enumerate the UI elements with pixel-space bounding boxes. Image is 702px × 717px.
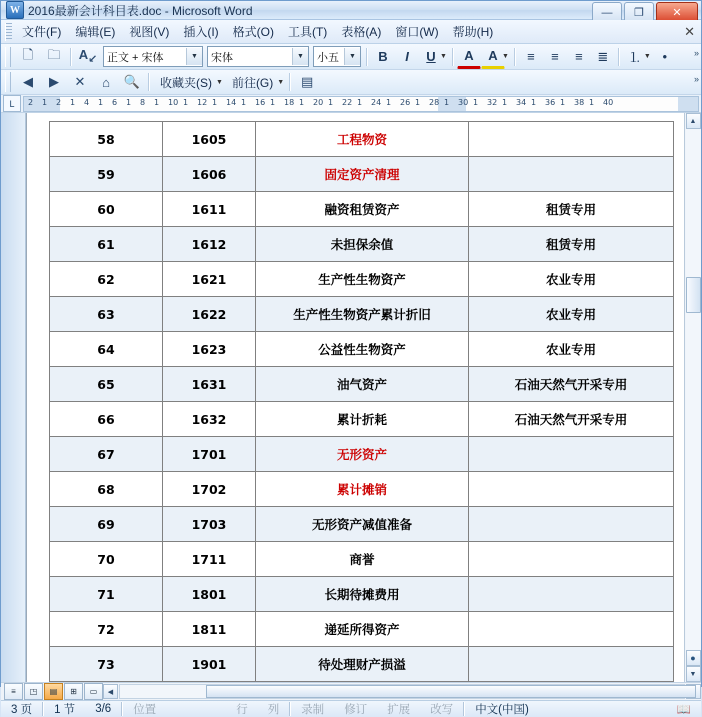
underline-button[interactable]: U [426,49,436,64]
menu-item-window[interactable]: 窗口(W) [395,25,439,39]
status-page-of: 3/6 [95,703,112,715]
table-cell[interactable]: 66 [50,402,163,437]
address-bar-icon[interactable]: ▤ [301,74,314,89]
ruler-mark: 1 [386,97,392,107]
highlight-button[interactable]: A [481,44,505,69]
table-cell[interactable] [469,577,674,612]
table-cell[interactable]: 58 [50,122,163,157]
ruler-mark: 28 [429,97,440,107]
table-cell[interactable]: 递延所得资产 [256,612,469,647]
ruler-mark: 4 [84,97,90,107]
close-document-button[interactable]: ✕ [684,24,695,39]
table-cell[interactable]: 未担保余值 [256,227,469,262]
status-column: 列 [267,704,280,716]
toolbar-separator [452,48,454,66]
menu-item-file[interactable]: 文件(F) [22,25,62,39]
table-cell[interactable] [469,647,674,682]
ruler-mark: 8 [140,97,146,107]
ruler-strip[interactable] [23,96,699,112]
ruler-mark: 1 [473,97,479,107]
ruler-mark: 1 [183,97,189,107]
underline-dropdown-icon[interactable]: ▼ [440,53,447,60]
ruler-mark: 32 [487,97,498,107]
table-cell[interactable]: 1621 [163,262,256,297]
font-size-combo-value: 小五 [317,51,339,64]
menu-bar [1,20,701,44]
formatting-toolbar [1,44,701,70]
style-combo[interactable] [103,46,203,67]
ruler-mark: 6 [112,97,118,107]
table-row[interactable] [50,472,674,507]
table-cell[interactable]: 工程物资 [256,122,469,157]
back-icon[interactable]: ◀ [23,74,33,89]
table-cell[interactable]: 68 [50,472,163,507]
go-dropdown-icon[interactable]: ▼ [277,78,285,86]
table-cell[interactable]: 60 [50,192,163,227]
stop-icon[interactable]: ✕ [74,74,86,89]
table-row[interactable] [50,402,674,437]
font-color-button[interactable]: A [457,44,481,69]
ruler-mark: 1 [560,97,566,107]
left-margin-gutter [1,113,26,682]
ruler-mark: 1 [70,97,76,107]
title-bar [1,1,701,20]
table-cell[interactable]: 1702 [163,472,256,507]
menu-item-edit[interactable]: 编辑(E) [75,25,116,39]
outline-view-button[interactable]: ⊞ [64,683,83,700]
align-center-button[interactable]: ≡ [551,49,559,64]
ruler-mark: 10 [168,97,179,107]
status-extend-button[interactable]: 扩展 [387,704,411,716]
ruler-mark: 1 [328,97,334,107]
favorites-button[interactable]: 收藏夹(S) [160,75,212,90]
ruler-mark: 1 [589,97,595,107]
scroll-left-button[interactable]: ◀ [103,684,118,699]
table-cell[interactable]: 石油天然气开采专用 [469,402,674,437]
table-cell[interactable]: 租赁专用 [469,192,674,227]
table-cell[interactable]: 63 [50,297,163,332]
table-cell[interactable]: 61 [50,227,163,262]
ruler-text-area-right [466,97,678,111]
ruler-mark: 36 [545,97,556,107]
table-cell[interactable]: 待处理财产损溢 [256,647,469,682]
table-row[interactable] [50,647,674,682]
table-cell[interactable]: 融资租赁资产 [256,192,469,227]
home-icon[interactable]: ⌂ [102,74,110,90]
status-page: 3 页 [11,704,33,716]
ruler-mark: 1 [415,97,421,107]
table-cell[interactable]: 67 [50,437,163,472]
ruler-mark: 1 [531,97,537,107]
spell-check-icon[interactable]: 📖 [676,704,691,716]
table-cell[interactable]: 农业专用 [469,297,674,332]
table-cell[interactable]: 公益性生物资产 [256,332,469,367]
style-combo-value: 正文 + 宋体 [107,51,164,64]
table-cell[interactable]: 62 [50,262,163,297]
table-cell[interactable] [469,437,674,472]
ruler-mark: 18 [284,97,295,107]
open-document-icon[interactable]: 🗀 [47,46,61,62]
table-cell[interactable]: 1605 [163,122,256,157]
numbered-list-button[interactable]: ⒈ [628,50,642,65]
ruler-mark: 2 [56,97,62,107]
accounting-subjects-table [49,121,674,682]
table-cell[interactable]: 73 [50,647,163,682]
highlight-dropdown-icon[interactable]: ▼ [501,53,509,60]
ruler-mark: 1 [270,97,276,107]
ruler-mark: 24 [371,97,382,107]
align-right-button[interactable]: ≡ [575,49,583,64]
table-row[interactable] [50,612,674,647]
ruler-mark: 22 [342,97,353,107]
table-row[interactable] [50,437,674,472]
toolbar-grip[interactable] [5,47,11,67]
bulleted-list-button[interactable]: • [662,49,668,64]
toolbar-separator [70,48,72,66]
ruler-mark: 26 [400,97,411,107]
ruler-mark: 1 [42,97,48,107]
numbered-list-dropdown-icon[interactable]: ▼ [643,53,651,60]
ruler-mark: 16 [255,97,266,107]
table-cell[interactable]: 租赁专用 [469,227,674,262]
table-row[interactable] [50,542,674,577]
table-cell[interactable] [469,507,674,542]
table-cell[interactable]: 生产性生物资产 [256,262,469,297]
table-cell[interactable]: 1632 [163,402,256,437]
ruler-mark: 2 [28,97,34,107]
align-justify-button[interactable]: ≣ [597,48,609,64]
table-row[interactable] [50,577,674,612]
table-cell[interactable]: 石油天然气开采专用 [469,367,674,402]
horizontal-ruler[interactable] [1,95,701,113]
font-combo-value: 宋体 [211,51,233,64]
table-cell[interactable]: 1611 [163,192,256,227]
ruler-mark: 40 [603,97,614,107]
table-cell[interactable]: 1622 [163,297,256,332]
table-cell[interactable]: 累计折耗 [256,402,469,437]
ruler-mark: 20 [313,97,324,107]
ruler-mark: 14 [226,97,237,107]
table-cell[interactable]: 固定资产清理 [256,157,469,192]
table-cell[interactable]: 69 [50,507,163,542]
ruler-mark: 1 [502,97,508,107]
ruler-mark: 30 [458,97,469,107]
table-cell[interactable]: 商誉 [256,542,469,577]
table-cell[interactable]: 1612 [163,227,256,262]
print-layout-view-button[interactable]: ▤ [44,683,63,700]
table-cell[interactable] [469,122,674,157]
table-cell[interactable]: 长期待摊费用 [256,577,469,612]
menu-item-table[interactable]: 表格(A) [341,25,382,39]
ruler-mark: 34 [516,97,527,107]
status-language[interactable]: 中文(中国) [475,704,529,716]
italic-button[interactable]: I [405,49,409,64]
favorites-dropdown-icon[interactable]: ▼ [216,78,223,86]
close-button[interactable]: ✕ [656,2,698,23]
vertical-scrollbar[interactable] [684,113,701,682]
horizontal-scroll-track[interactable] [119,684,685,699]
ruler-mark: 1 [212,97,218,107]
table-cell[interactable]: 1701 [163,437,256,472]
menu-item-format[interactable]: 格式(O) [232,25,274,39]
table-cell[interactable]: 1606 [163,157,256,192]
table-cell[interactable]: 1801 [163,577,256,612]
table-row[interactable] [50,122,674,157]
status-bar [1,700,701,717]
ruler-mark: 12 [197,97,208,107]
table-cell[interactable]: 1631 [163,367,256,402]
toolbar-separator [289,73,291,91]
table-cell[interactable]: 无形资产 [256,437,469,472]
table-row[interactable] [50,262,674,297]
horizontal-scroll-bar [1,682,701,700]
ruler-mark: 1 [357,97,363,107]
table-cell[interactable] [469,542,674,577]
toolbar-grip[interactable] [5,72,11,92]
toolbar-overflow-button[interactable]: » [693,74,699,84]
document-area [1,113,701,682]
style-format-icon[interactable]: $A_↙$ [78,47,98,66]
status-track-changes-button[interactable]: 修订 [344,704,368,716]
status-section: 1 节 [54,704,76,716]
table-row[interactable] [50,367,674,402]
chevron-down-icon[interactable]: ▼ [186,48,202,65]
table-cell[interactable]: 累计摊销 [256,472,469,507]
select-browse-object-button[interactable]: ● [686,650,701,666]
minimize-button[interactable]: — [592,2,622,23]
chevron-down-icon[interactable]: ▼ [292,48,308,65]
table-cell[interactable]: 71 [50,577,163,612]
tab-selector-button[interactable]: L [3,95,21,112]
ruler-mark: 1 [444,97,450,107]
reading-view-button[interactable]: ▭ [84,683,103,700]
horizontal-scroll-thumb[interactable] [206,685,696,698]
table-row[interactable] [50,297,674,332]
scroll-down-button[interactable]: ▼ [686,666,701,682]
table-cell[interactable]: 农业专用 [469,262,674,297]
view-buttons [1,683,103,700]
toolbar-separator [618,48,620,66]
forward-icon[interactable]: ▶ [49,74,59,89]
font-size-combo[interactable] [313,46,361,67]
table-row[interactable] [50,227,674,262]
menu-item-view[interactable]: 视图(V) [129,25,170,39]
ruler-mark: 38 [574,97,585,107]
status-position: 位置 [133,704,157,716]
search-icon[interactable]: 🔍 [123,74,141,89]
vertical-scroll-track[interactable] [686,129,701,650]
ruler-mark: 1 [241,97,247,107]
toolbar-separator [514,48,516,66]
go-button[interactable]: 前往(G) [231,75,274,90]
table-row[interactable] [50,507,674,542]
toolbar-separator [366,48,368,66]
table-cell[interactable] [469,612,674,647]
document-page[interactable] [26,113,684,682]
table-cell[interactable]: 72 [50,612,163,647]
menu-grip[interactable] [5,23,12,41]
table-cell[interactable]: 无形资产减值准备 [256,507,469,542]
ruler-mark: 1 [299,97,305,107]
status-line: 行 [236,704,248,716]
ruler-mark: 1 [126,97,132,107]
bold-button[interactable]: B [378,49,388,64]
table-cell[interactable]: 59 [50,157,163,192]
ruler-mark: 1 [98,97,104,107]
font-combo[interactable] [207,46,309,67]
new-document-icon[interactable]: 🗋 [22,46,34,62]
toolbar-overflow-button[interactable]: » [693,48,699,58]
table-cell[interactable]: 1711 [163,542,256,577]
status-overtype-button[interactable]: 改写 [430,704,454,716]
table-cell[interactable] [469,157,674,192]
vertical-scroll-thumb[interactable] [686,277,701,313]
word-document-icon: W [6,1,24,19]
web-toolbar [1,70,701,95]
table-cell[interactable]: 1703 [163,507,256,542]
table-cell[interactable]: 1623 [163,332,256,367]
scroll-up-button[interactable]: ▲ [686,113,701,129]
table-row[interactable] [50,192,674,227]
ruler-mark: 1 [154,97,160,107]
table-row[interactable] [50,157,674,192]
menu-item-tools[interactable]: 工具(T) [287,25,328,39]
chevron-down-icon[interactable]: ▼ [344,48,360,65]
toolbar-separator [148,73,150,91]
table-cell[interactable]: 70 [50,542,163,577]
table-row[interactable] [50,332,674,367]
normal-view-button[interactable]: ≡ [4,683,23,700]
window-title: 2016最新会计科目表.doc - Microsoft Word [28,3,253,18]
align-left-button[interactable]: ≡ [527,49,535,64]
maximize-button[interactable]: ❐ [624,2,654,23]
table-cell[interactable]: 1901 [163,647,256,682]
table-cell[interactable] [469,472,674,507]
table-cell[interactable]: 农业专用 [469,332,674,367]
table-cell[interactable]: 生产性生物资产累计折旧 [256,297,469,332]
table-cell[interactable]: 油气资产 [256,367,469,402]
menu-item-insert[interactable]: 插入(I) [183,25,219,39]
menu-item-help[interactable]: 帮助(H) [452,25,494,39]
table-cell[interactable]: 1811 [163,612,256,647]
web-layout-view-button[interactable]: ◳ [24,683,43,700]
table-cell[interactable]: 65 [50,367,163,402]
table-cell[interactable]: 64 [50,332,163,367]
status-right-group [667,702,701,716]
status-record-button[interactable]: 录制 [301,704,325,716]
